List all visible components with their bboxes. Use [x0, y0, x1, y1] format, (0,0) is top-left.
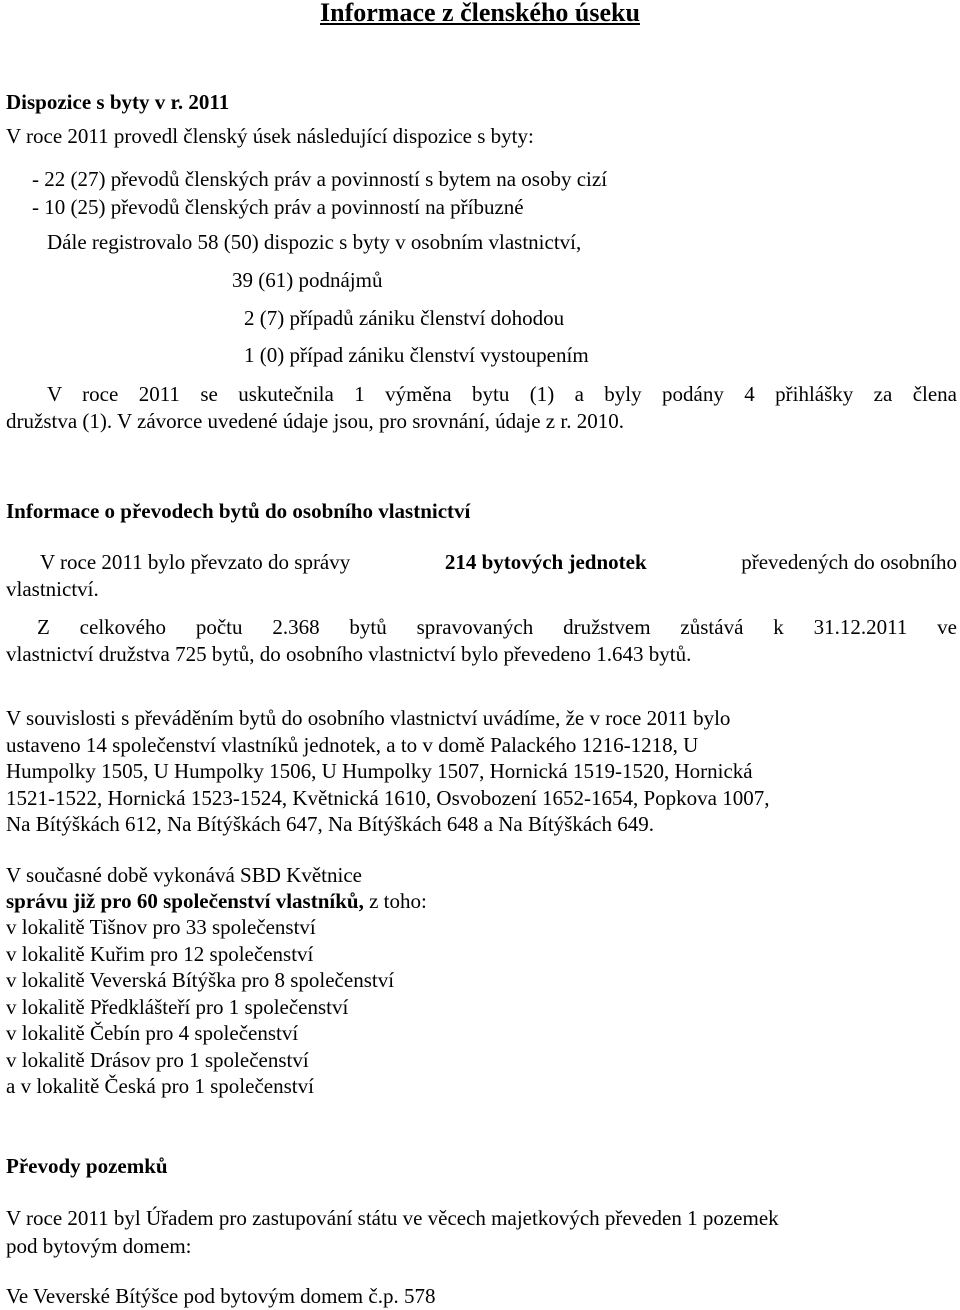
prevody-paragraph2-line1: Z celkového počtu 2.368 bytů spravovaných družstvem zůstává k 31.12.2011 ve — [37, 615, 957, 639]
prevody-paragraph3-line5: Na Bítýškách 612, Na Bítýškách 647, Na Bítýškách 648 a Na Bítýškách 649. — [6, 812, 654, 836]
pozemky-line3: Ve Veverské Bítýšce pod bytovým domem č.p. 578 — [6, 1284, 436, 1308]
section-heading-prevody: Informace o převodech bytů do osobního vlastnictví — [6, 499, 471, 523]
dispozice-podnajmy: 39 (61) podnájmů — [232, 268, 383, 292]
prevody-p1-bold: 214 bytových jednotek — [444, 550, 647, 574]
section-heading-pozemky: Převody pozemků — [6, 1154, 168, 1178]
locality-item: v lokalitě Čebín pro 4 společenství — [6, 1021, 299, 1045]
locality-item: a v lokalitě Česká pro 1 společenství — [6, 1074, 314, 1098]
sprava-summary-bold: správu již pro 60 společenství vlastníků, — [6, 889, 364, 913]
prevody-paragraph3-line4: 1521-1522, Hornická 1523-1524, Květnická 1610, Osvobození 1652-1654, Popkova 1007, — [6, 786, 770, 810]
prevody-paragraph3-line2: ustaveno 14 společenství vlastníků jednotek, a to v domě Palackého 1216-1218, U — [6, 733, 699, 757]
dispozice-item-cizi: - 22 (27) převodů členských práv a povinností s bytem na osoby cizí — [32, 167, 608, 191]
page-title: Informace z členského úseku — [320, 0, 640, 27]
prevody-paragraph1-line1 — [40, 549, 957, 575]
prevody-paragraph3-line1: V souvislosti s převáděním bytů do osobního vlastnictví uvádíme, že v roce 2011 bylo — [6, 706, 731, 730]
dispozice-zanik-vystoupenim: 1 (0) případ zániku členství vystoupením — [244, 343, 589, 367]
sprava-summary-rest: z toho: — [363, 889, 427, 913]
dispozice-intro: V roce 2011 provedl členský úsek následující dispozice s byty: — [6, 124, 534, 148]
dispozice-zanik-dohodou: 2 (7) případů zániku členství dohodou — [244, 306, 565, 330]
locality-item: v lokalitě Kuřim pro 12 společenství — [6, 942, 314, 966]
section-heading-dispozice: Dispozice s byty v r. 2011 — [6, 90, 230, 114]
prevody-p1-text: V roce 2011 bylo převzato do správy — [40, 550, 356, 574]
locality-item: v lokalitě Předklášteří pro 1 společenství — [6, 995, 349, 1019]
pozemky-line2: pod bytovým domem: — [6, 1234, 192, 1258]
dispozice-registrace: Dále registrovalo 58 (50) dispozic s byty v osobním vlastnictví, — [47, 230, 582, 254]
dispozice-item-pribuzne: - 10 (25) převodů členských práv a povinností na příbuzné — [32, 195, 524, 219]
dispozice-vymena-line2: družstva (1). V závorce uvedené údaje jsou, pro srovnání, údaje z r. 2010. — [6, 409, 624, 433]
locality-item: v lokalitě Veverská Bítýška pro 8 společenství — [6, 968, 395, 992]
sprava-summary — [6, 888, 427, 914]
locality-item: v lokalitě Drásov pro 1 společenství — [6, 1048, 309, 1072]
locality-item: v lokalitě Tišnov pro 33 společenství — [6, 915, 316, 939]
prevody-paragraph2-line2: vlastnictví družstva 725 bytů, do osobního vlastnictví bylo převedeno 1.643 bytů. — [6, 642, 692, 666]
prevody-paragraph1-line2: vlastnictví. — [6, 577, 99, 601]
pozemky-line1: V roce 2011 byl Úřadem pro zastupování státu ve věcech majetkových převeden 1 pozemek — [6, 1206, 779, 1230]
dispozice-vymena-line1: V roce 2011 se uskutečnila 1 výměna bytu (1) a byly podány 4 přihlášky za člena — [47, 382, 957, 406]
sprava-intro: V současné době vykonává SBD Květnice — [6, 863, 362, 887]
prevody-p1-text-end: převedených do osobního — [735, 550, 957, 574]
prevody-paragraph3-line3: Humpolky 1505, U Humpolky 1506, U Humpolky 1507, Hornická 1519-1520, Hornická — [6, 759, 753, 783]
